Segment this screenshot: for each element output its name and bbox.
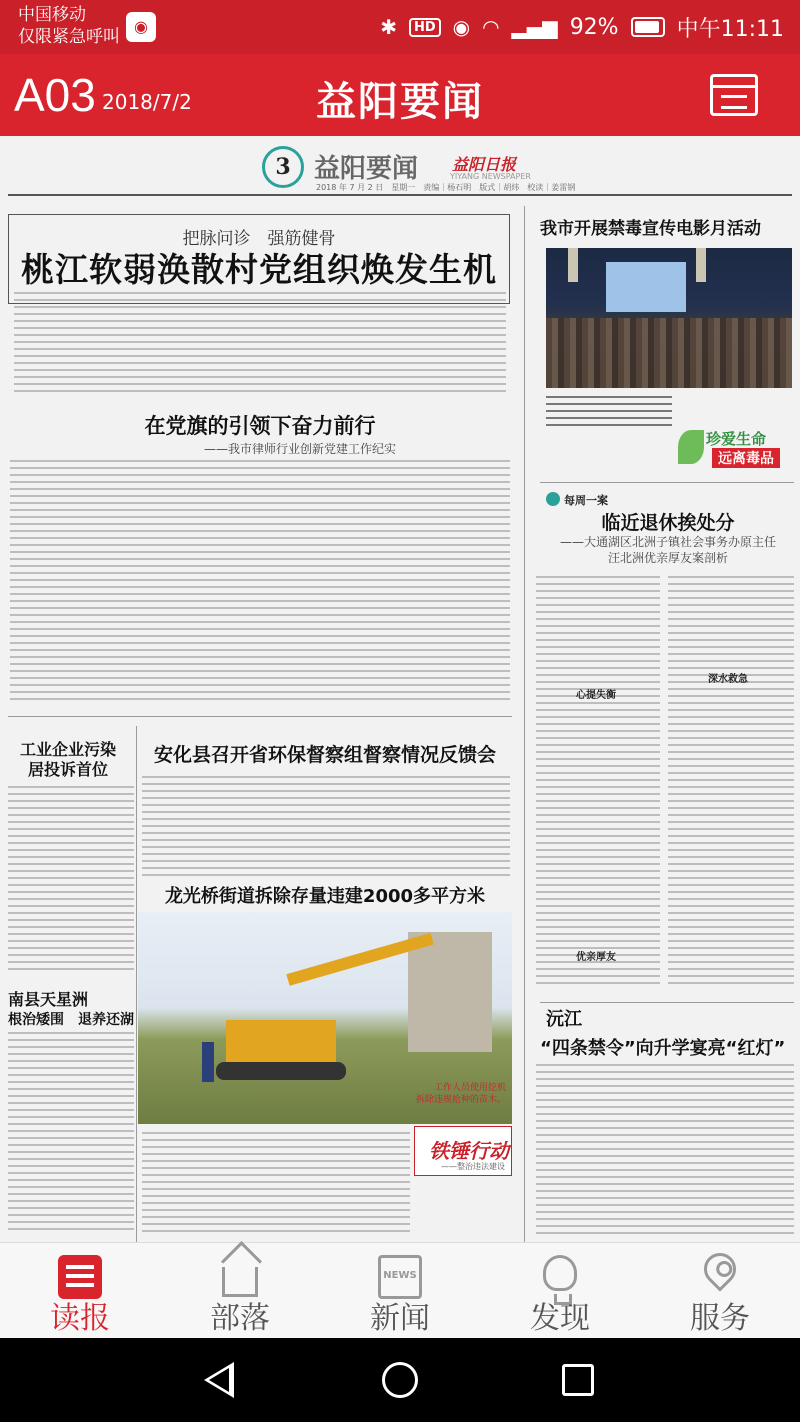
story3-headline[interactable]: 安化县召开省环保督察组督察情况反馈会 <box>153 744 496 766</box>
nav-discover[interactable] <box>480 1243 640 1339</box>
bottom-nav <box>0 1242 800 1338</box>
right-photo-caption <box>546 396 672 436</box>
weibo-icon: ◉ <box>126 12 156 42</box>
main-story-text <box>14 292 506 398</box>
page-date: 2018/7/2 <box>102 90 192 114</box>
section-label: 优亲厚友 <box>576 952 616 963</box>
left-headline-2[interactable] <box>8 990 134 1030</box>
carrier-line2: 仅限紧急呼叫 <box>18 27 120 47</box>
right-headline-1[interactable]: 我市开展禁毒宣传电影月活动 <box>540 219 761 239</box>
left-headline-2-line1: 南县天星洲 <box>8 990 89 1009</box>
lightbulb-icon <box>543 1255 577 1291</box>
left-headline-1-line1: 工业企业污染 <box>20 740 117 759</box>
page-code[interactable]: A03 <box>14 69 96 121</box>
nav-read[interactable] <box>0 1243 160 1339</box>
recent-apps-icon[interactable] <box>562 1364 594 1396</box>
masthead-sub: YIYANG NEWSPAPER <box>450 172 531 181</box>
masthead-brand: 益阳日报 <box>452 155 517 174</box>
location-pin-icon <box>697 1246 742 1291</box>
right-section-name: 沅江 <box>546 1009 582 1030</box>
story4-headline[interactable]: 龙光桥街道拆除存量违建2000多平方米 <box>164 886 486 907</box>
bluetooth-icon: ✱ <box>380 15 397 39</box>
right-story2-text-a <box>536 576 660 996</box>
home-circle-icon[interactable] <box>382 1362 418 1398</box>
masthead-title: 益阳要闻 <box>314 154 419 184</box>
light-beam <box>696 248 706 282</box>
battery-percent: 92% <box>569 14 619 40</box>
nav-service[interactable] <box>640 1243 800 1339</box>
left-headline-2-line2: 根治矮围 退养还湖 <box>8 1012 134 1028</box>
audience-crowd <box>546 318 792 388</box>
signal-4g-icon: ▂▄▆ <box>511 15 558 39</box>
cinema-photo[interactable] <box>546 248 792 388</box>
campaign-line2: 远离毒品 <box>712 448 780 468</box>
tag-icon <box>546 492 560 506</box>
projection-screen <box>606 262 686 312</box>
campaign-line1: 珍爱生命 <box>706 430 767 448</box>
nav-service-label: 服务 <box>690 1301 750 1336</box>
status-bar <box>0 0 800 54</box>
status-icons <box>380 8 784 46</box>
leaf-icon <box>678 430 704 464</box>
light-beam <box>568 248 578 282</box>
system-nav-bar <box>0 1338 800 1422</box>
left-col-text-2 <box>8 1032 134 1236</box>
excavator-body <box>226 1020 336 1066</box>
nav-news-label: 新闻 <box>370 1301 430 1336</box>
masthead-info: 2018 年 7 月 2 日 星期一 责编｜杨石明 版式｜胡炜 校读｜姜雷钢 <box>316 183 576 192</box>
eye-icon: ◉ <box>452 15 471 39</box>
calendar-icon[interactable] <box>710 74 758 116</box>
hd-icon: HD <box>409 18 441 37</box>
right-headline-3[interactable]: “四条禁令”向升学宴亮“红灯” <box>540 1038 786 1059</box>
photo-caption <box>400 1082 506 1106</box>
building-shape <box>408 932 492 1052</box>
page-title: 益阳要闻 <box>316 79 484 125</box>
right-subheadline-2-line1: ——大通湖区北洲子镇社会事务办原主任 <box>559 535 776 549</box>
section-label: 深水救急 <box>708 674 748 685</box>
nav-tribe[interactable] <box>160 1243 320 1339</box>
right-story2-text-b <box>668 576 794 996</box>
photo-caption-line1: 工作人员使用挖机 <box>433 1083 506 1093</box>
excavator-track <box>216 1062 346 1080</box>
nav-discover-label: 发现 <box>530 1301 590 1336</box>
right-headline-2[interactable]: 临近退休挨处分 <box>601 512 735 534</box>
nav-tribe-label: 部落 <box>210 1301 270 1336</box>
carrier-line1: 中国移动 <box>18 5 86 25</box>
story3-text <box>142 776 510 884</box>
left-headline-1[interactable] <box>20 740 130 780</box>
section-label: 心提失衡 <box>576 690 616 701</box>
battery-icon <box>631 17 665 37</box>
story4-text <box>142 1132 410 1240</box>
left-headline-1-line2: 居投诉首位 <box>28 760 109 779</box>
main-headline[interactable]: 桃江软弱涣散村党组织焕发生机 <box>21 250 497 289</box>
wifi-icon: ◠ <box>482 15 500 39</box>
nav-news[interactable] <box>320 1243 480 1339</box>
newspaper-page[interactable] <box>0 136 800 1242</box>
carrier-text <box>18 4 120 48</box>
app-header <box>0 54 800 136</box>
campaign-subtitle: ——整治违法建设 <box>441 1162 505 1171</box>
back-icon[interactable] <box>204 1362 234 1398</box>
campaign-box <box>414 1126 512 1176</box>
photo-caption-line2: 拆除违规抢种的苗木。 <box>415 1095 506 1105</box>
right-subheadline-2 <box>540 534 796 566</box>
divider <box>136 726 137 1242</box>
story2-text <box>10 460 510 706</box>
divider <box>540 1002 794 1003</box>
divider <box>524 206 525 1242</box>
story2-subheadline: ——我市律师行业创新党建工作纪实 <box>203 442 396 456</box>
right-subheadline-2-line2: 汪北洲优亲厚友案剖析 <box>607 551 728 565</box>
masthead-rule <box>8 194 792 196</box>
story2-headline[interactable]: 在党旗的引领下奋力前行 <box>144 414 376 438</box>
clock: 中午11:11 <box>676 16 784 42</box>
divider <box>8 716 512 717</box>
right-story3-text <box>536 1064 794 1240</box>
left-col-text-1 <box>8 786 134 976</box>
nav-read-label: 读报 <box>50 1301 110 1336</box>
weekly-case-tag: 每周一案 <box>564 494 608 507</box>
anti-drug-badge <box>676 426 792 474</box>
campaign-title: 铁锤行动 <box>429 1139 509 1163</box>
page-number: 3 <box>262 146 304 188</box>
main-kicker: 把脉问诊 强筋健骨 <box>182 229 336 249</box>
divider <box>540 482 794 483</box>
worker-figure <box>202 1042 214 1082</box>
